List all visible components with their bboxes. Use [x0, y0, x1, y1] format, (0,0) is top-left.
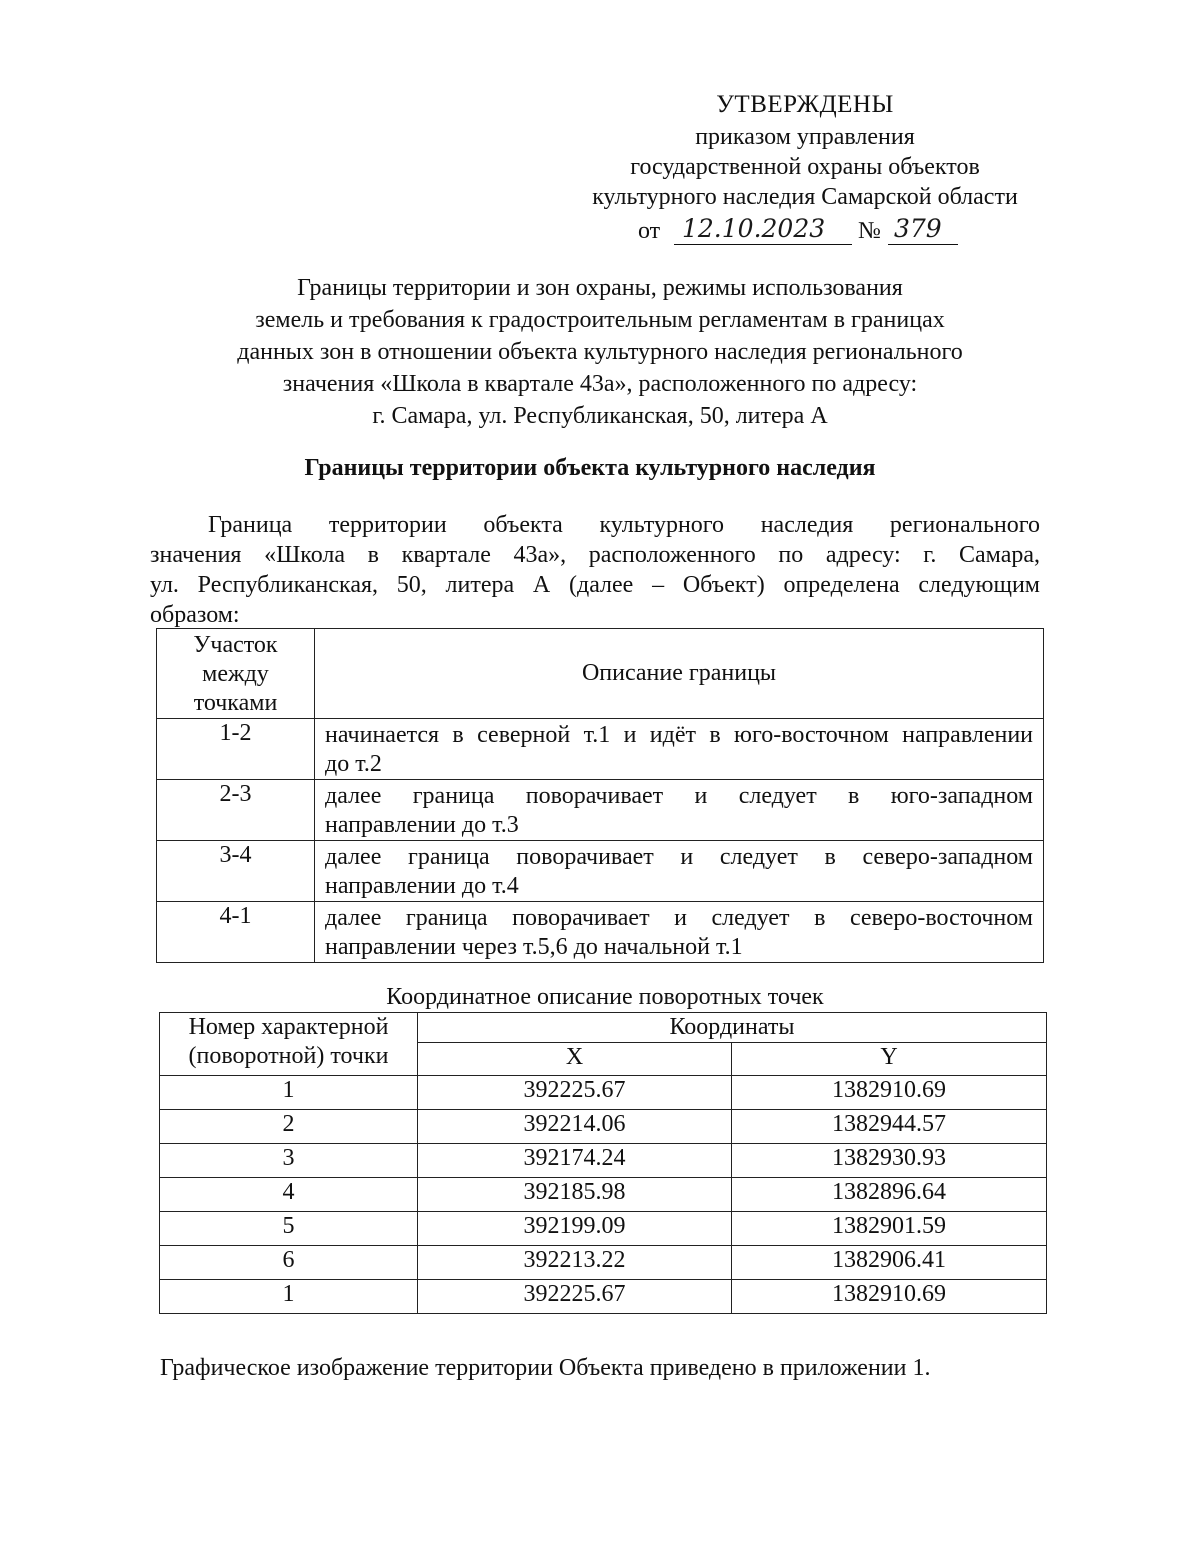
paragraph-line: значения «Школа в квартале 43а», расположенного по адресу: г. Самара,	[150, 542, 1040, 568]
header-description: Описание границы	[315, 629, 1044, 719]
table-header-row	[157, 629, 1044, 719]
y-cell: 1382910.69	[732, 1280, 1047, 1314]
description-line: направлении до т.3	[325, 812, 519, 838]
description-line: направлении через т.5,6 до начальной т.1	[325, 934, 743, 960]
y-cell: 1382944.57	[732, 1110, 1047, 1144]
segment-cell: 3-4	[157, 841, 315, 902]
point-cell: 2	[160, 1110, 418, 1144]
header-x: X	[418, 1043, 732, 1076]
description-line: далее граница поворачивает и следует в северо-западном	[325, 844, 1033, 870]
approval-block	[560, 90, 1050, 246]
header-segment-line: Участок	[193, 632, 278, 658]
header-segment-line: между	[202, 661, 269, 687]
y-cell: 1382930.93	[732, 1144, 1047, 1178]
approval-line: государственной охраны объектов	[630, 154, 980, 180]
description-line: направлении до т.4	[325, 873, 519, 899]
table-row	[160, 1280, 1047, 1314]
title-line: данных зон в отношении объекта культурного наследия регионального	[237, 339, 963, 365]
y-cell: 1382901.59	[732, 1212, 1047, 1246]
point-cell: 3	[160, 1144, 418, 1178]
paragraph-line: образом:	[150, 602, 240, 628]
header-segment-line: точками	[193, 690, 278, 716]
table-row	[160, 1246, 1047, 1280]
x-cell: 392214.06	[418, 1110, 732, 1144]
header-point-line: Номер характерной	[188, 1014, 389, 1040]
y-cell: 1382906.41	[732, 1246, 1047, 1280]
y-cell: 1382896.64	[732, 1178, 1047, 1212]
header-point-number	[160, 1013, 418, 1076]
point-cell: 6	[160, 1246, 418, 1280]
x-cell: 392225.67	[418, 1280, 732, 1314]
number-underline	[888, 244, 958, 245]
title-line: г. Самара, ул. Республиканская, 50, литера А	[372, 403, 828, 429]
title-line: земель и требования к градостроительным регламентам в границах	[255, 307, 945, 333]
table-row	[157, 719, 1044, 780]
order-date-number	[560, 212, 1050, 246]
boundary-table	[156, 628, 1044, 963]
description-line: далее граница поворачивает и следует в северо-восточном	[325, 905, 1033, 931]
date-underline	[674, 244, 852, 245]
table-row	[157, 841, 1044, 902]
coordinates-table	[159, 1012, 1047, 1314]
point-cell: 4	[160, 1178, 418, 1212]
y-cell: 1382910.69	[732, 1076, 1047, 1110]
header-y: Y	[732, 1043, 1047, 1076]
description-line: до т.2	[325, 751, 382, 777]
description-cell	[315, 719, 1044, 780]
table-row	[157, 780, 1044, 841]
x-cell: 392185.98	[418, 1178, 732, 1212]
table-row	[160, 1178, 1047, 1212]
point-cell: 1	[160, 1280, 418, 1314]
document-title	[120, 272, 1080, 432]
table-row	[157, 902, 1044, 963]
point-cell: 1	[160, 1076, 418, 1110]
table-row	[160, 1110, 1047, 1144]
intro-paragraph	[150, 510, 1040, 630]
description-line: далее граница поворачивает и следует в юго-западном	[325, 783, 1033, 809]
order-number: 379	[894, 214, 942, 243]
title-line: значения «Школа в квартале 43а», расположенного по адресу:	[282, 371, 918, 397]
header-coordinates: Координаты	[418, 1013, 1047, 1043]
footer-note: Графическое изображение территории Объекта приведено в приложении 1.	[160, 1355, 931, 1381]
paragraph-line: ул. Республиканская, 50, литера А (далее – Объект) определена следующим	[150, 572, 1040, 598]
segment-cell: 4-1	[157, 902, 315, 963]
description-cell	[315, 902, 1044, 963]
approval-heading: УТВЕРЖДЕНЫ	[716, 91, 894, 118]
x-cell: 392225.67	[418, 1076, 732, 1110]
table-row	[160, 1144, 1047, 1178]
coordinates-title: Координатное описание поворотных точек	[386, 984, 824, 1010]
point-cell: 5	[160, 1212, 418, 1246]
header-segment	[157, 629, 315, 719]
x-cell: 392174.24	[418, 1144, 732, 1178]
order-date: 12.10.2023	[682, 214, 826, 243]
description-cell	[315, 841, 1044, 902]
approval-line: культурного наследия Самарской области	[592, 184, 1018, 210]
x-cell: 392199.09	[418, 1212, 732, 1246]
title-line: Границы территории и зон охраны, режимы использования	[297, 275, 903, 301]
approval-line: приказом управления	[695, 124, 915, 150]
number-prefix: №	[858, 218, 881, 244]
paragraph-line: Граница территории объекта культурного наследия регионального	[208, 512, 1040, 538]
date-prefix: от	[638, 218, 661, 244]
segment-cell: 1-2	[157, 719, 315, 780]
segment-cell: 2-3	[157, 780, 315, 841]
description-cell	[315, 780, 1044, 841]
section-heading: Границы территории объекта культурного наследия	[304, 455, 876, 481]
table-row	[160, 1076, 1047, 1110]
header-point-line: (поворотной) точки	[188, 1043, 389, 1069]
x-cell: 392213.22	[418, 1246, 732, 1280]
table-header-row	[160, 1013, 1047, 1043]
description-line: начинается в северной т.1 и идёт в юго-восточном направлении	[325, 722, 1033, 748]
table-row	[160, 1212, 1047, 1246]
